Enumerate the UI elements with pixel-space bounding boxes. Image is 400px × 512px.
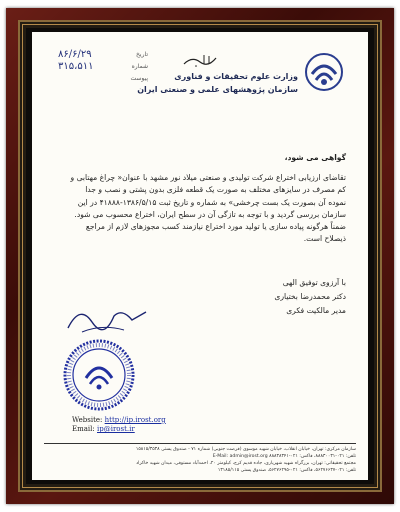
organization-title [128,70,298,96]
signer-title: مدیر مالکیت فکری [286,306,346,315]
signer-name: دکتر محمدرضا بختیاری [274,292,346,301]
number-value: ۳۱۵،۵۱۱ [58,60,94,72]
greeting: گواهی می شود، [284,153,346,162]
website-link[interactable]: http://ip.irost.org [104,416,166,424]
body-paragraph-1: تقاضای ارزیابی اختراع شرکت تولیدی و صنعتی میلاد نور مشهد با عنوان« چراغ مهتابی و کم مصرف در سایزهای مختلف به صورت یک قطعه فلزی بدون پشتی و نصب و جدا نموده آن بصورت یک بست چرخشی» به شماره و تاریخ ثبت ۱۳۸۶/۵/۱۵-۴۱۸۸۸ در این سازمان بررسی گردید و با توجه به تازگی آن در سطح ایران، اختراع محسوب می شود. [70,173,346,219]
closing-wish: با آرزوی توفیق الهی [282,278,346,287]
official-stamp [62,338,136,412]
email-label: Email: [72,425,95,433]
website-row [72,416,166,425]
picture-frame [6,8,394,504]
date-value: ۸۶/۶/۲۹ [58,48,92,60]
website-label: Website: [72,416,103,424]
number-label: شماره [131,62,148,70]
certificate-body [66,152,346,245]
ministry-name: وزارت علوم تحقیقات و فناوری [174,72,298,81]
letter-footer [44,443,356,474]
frame-inner-border [18,20,382,492]
date-row [58,48,148,60]
bismillah-calligraphy-icon [182,52,222,68]
footer-line-2: تلفن: ۰۲۱-۸۸۸۳۰۰۳۱، فاکس: ۰۲۱-۸۸۸۳۸۳۴۱ E-Mail: admin@irost.org [212,454,356,459]
footer-line-4: تلفن: ۰۲۱-۵۶۲۷۶۶۳۷، فاکس: ۰۲۱-۵۶۲۷۶۲۹۵، صندوق پستی ۱۳۱۸۵/۱۱۵ [217,468,356,473]
date-label: تاریخ [136,50,148,58]
frame-mat [26,28,374,484]
handwritten-signature [62,298,152,338]
footer-line-3: مجتمع تحقیقاتی: تهران، بزرگراه شهید شهریاری، جاده قدیم کرج، کیلومتر ۲۰، احمدآباد مستوفی، میدان شهید خاکزاد [136,461,356,466]
email-link[interactable]: ip@irost.ir [97,425,135,433]
certificate-paper [32,32,368,480]
footer-line-1: سازمان مرکزی: تهران، خیابان انقلاب، خیابان شهید موسوی (فرصت جنوبی) شماره ۷۱ - صندوق پستی ۱۵۸۱۵/۳۵۳۸ [135,447,356,452]
signer-block [186,276,346,318]
contact-links [72,416,166,434]
attachment-label: پیوست [130,74,148,82]
email-row [72,425,166,434]
organization-name: سازمان پژوهشهای علمی و صنعتی ایران [137,85,298,94]
body-paragraph-2: ضمناً هرگونه پیاده سازی یا تولید مورد اختراع نیازمند کسب مجوزهای لازم از مراجع ذیصلاح است. [85,222,346,244]
irost-logo-icon [304,52,344,92]
